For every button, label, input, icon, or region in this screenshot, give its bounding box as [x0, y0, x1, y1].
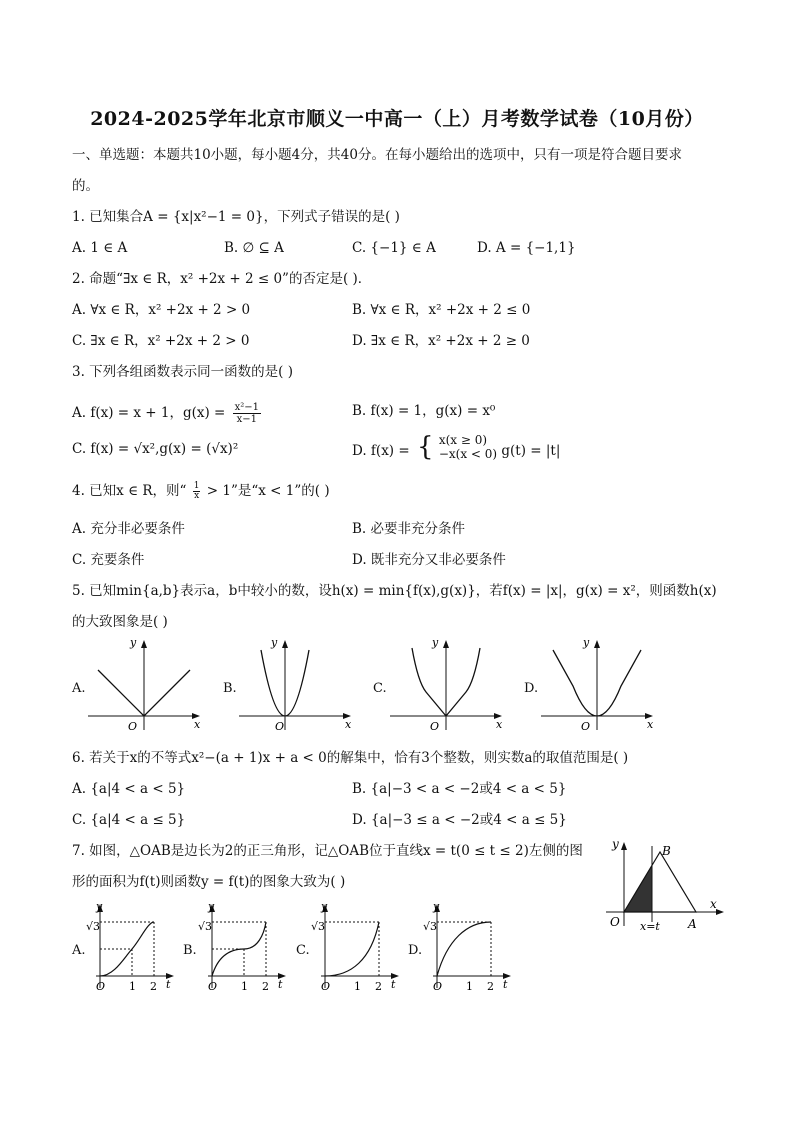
q3-option-b: B. f(x) = 1，g(x) = x⁰ [352, 403, 496, 419]
q5-label-c: C. [373, 681, 387, 696]
q3-piecewise [439, 433, 497, 461]
q5-d-axis-y: y [583, 636, 590, 649]
q7-b-tick-1: 1 [241, 980, 248, 993]
q7-graph-d [423, 900, 519, 994]
q4-option-a: A. 充分非必要条件 [72, 521, 185, 537]
q1-option-d: D. A = {−1,1} [477, 240, 576, 256]
q5-label-d: D. [524, 681, 539, 696]
q1-option-a: A. 1 ∈ A [72, 240, 128, 256]
q7-a-axis-t: t [166, 978, 171, 991]
q4-fraction [193, 482, 201, 501]
q7-a-tick-1: 1 [129, 980, 136, 993]
q5-d-axis-x: x [647, 718, 654, 731]
q4-stem [72, 482, 330, 501]
q7-d-origin: O [433, 980, 443, 993]
q5-a-axis-y: y [130, 636, 137, 649]
q4-option-c: C. 充要条件 [72, 552, 145, 568]
q7-d-axis-y: y [433, 900, 440, 913]
q7-a-origin: O [96, 980, 106, 993]
q2-option-a: A. ∀x ∈ R，x² +2x + 2 > 0 [72, 302, 251, 318]
q3-option-a [72, 402, 261, 425]
q7-c-sqrt3: √3 [311, 920, 326, 933]
q7-label-d: D. [408, 943, 423, 958]
q2-option-b: B. ∀x ∈ R，x² +2x + 2 ≤ 0 [352, 302, 531, 318]
q7-c-origin: O [321, 980, 331, 993]
q2-stem: 2. 命题“∃x ∈ R，x² +2x + 2 ≤ 0”的否定是( )． [72, 271, 372, 287]
q3-stem: 3. 下列各组函数表示同一函数的是( ) [72, 364, 293, 380]
q6-option-a: A. {a|4 < a < 5} [72, 781, 186, 797]
q7-b-tick-2: 2 [262, 980, 269, 993]
q4-option-d: D. 既非充分又非必要条件 [352, 552, 506, 568]
q5-a-origin: O [128, 720, 138, 732]
q5-c-axis-x: x [496, 718, 503, 731]
q7-c-axis-y: y [321, 900, 328, 913]
q3-option-d [352, 432, 560, 462]
q1-stem: 1. 已知集合A = {x|x²−1 = 0}，下列式子错误的是( ) [72, 209, 400, 225]
q5-graph-b [239, 636, 359, 732]
q5-graph-c [390, 636, 510, 732]
q5-b-origin: O [275, 720, 285, 732]
q5-label-a: A. [72, 681, 86, 696]
q3-fraction-numerator: x²−1 [234, 402, 260, 413]
q5-b-axis-y: y [271, 636, 278, 649]
q3-fraction-denominator: x−1 [236, 414, 258, 425]
q2-option-c: C. ∃x ∈ R，x² +2x + 2 > 0 [72, 333, 250, 349]
q3-option-a-fraction [233, 402, 261, 425]
q7-graph-b [198, 900, 294, 994]
q4-fraction-denominator: x [194, 491, 200, 501]
q1-option-c: C. {−1} ∈ A [352, 240, 436, 256]
q7-fig-axis-x: x [710, 897, 717, 911]
q7-fig-point-a: A [688, 917, 697, 931]
q3-brace: { [416, 432, 434, 462]
q7-fig-origin: O [610, 915, 620, 929]
q4-fraction-numerator: 1 [193, 481, 200, 491]
q5-a-axis-x: x [194, 718, 201, 731]
q4-option-b: B. 必要非充分条件 [352, 521, 466, 537]
q7-fig-line-label: x=t [640, 920, 660, 933]
section-instructions-line1: 一、单选题：本题共10小题，每小题4分，共40分。在每小题给出的选项中，只有一项是符合题目要求 [72, 147, 682, 163]
page-title: 2024-2025学年北京市顺义一中高一（上）月考数学试卷（10月份） [90, 108, 704, 130]
q7-d-axis-t: t [503, 978, 508, 991]
q7-triangle-figure [600, 836, 730, 936]
section-instructions-line2: 的。 [72, 178, 99, 194]
q7-fig-axis-y: y [612, 837, 619, 851]
q3-option-d-tail: g(t) = |t| [501, 443, 561, 459]
q7-b-axis-y: y [208, 900, 215, 913]
q7-graph-a [86, 900, 182, 994]
q3-piece-bottom: −x(x < 0) [438, 447, 498, 461]
q4-stem-tail: > 1”是“x < 1”的( ) [206, 483, 330, 499]
q5-c-origin: O [430, 720, 440, 732]
q6-option-d: D. {a|−3 ≤ a < −2或4 < a ≤ 5} [352, 812, 567, 828]
q2-option-d: D. ∃x ∈ R，x² +2x + 2 ≥ 0 [352, 333, 530, 349]
q7-c-tick-2: 2 [375, 980, 382, 993]
q7-graph-c [311, 900, 407, 994]
q7-a-sqrt3: √3 [86, 920, 101, 933]
q7-label-b: B. [183, 943, 197, 958]
q7-label-a: A. [72, 943, 86, 958]
q5-stem-line2: 的大致图象是( ) [72, 614, 168, 630]
q5-label-b: B. [223, 681, 237, 696]
q1-option-b: B. ∅ ⊆ A [224, 240, 284, 256]
q5-graph-d [541, 636, 661, 732]
q3-piece-top: x(x ≥ 0) [438, 433, 488, 447]
q5-stem-line1: 5. 已知min{a,b}表示a，b中较小的数，设h(x) = min{f(x),g(x)}，若f(x) = |x|，g(x) = x²，则函数h(x) [72, 583, 717, 599]
q5-c-axis-y: y [432, 636, 439, 649]
q6-option-b: B. {a|−3 < a < −2或4 < a < 5} [352, 781, 567, 797]
q7-b-axis-t: t [278, 978, 283, 991]
q7-fig-point-b: B [662, 844, 671, 858]
q7-d-sqrt3: √3 [423, 920, 438, 933]
q7-a-tick-2: 2 [150, 980, 157, 993]
q7-c-tick-1: 1 [354, 980, 361, 993]
q7-d-tick-1: 1 [466, 980, 473, 993]
q3-option-c: C. f(x) = √x²,g(x) = (√x)² [72, 441, 239, 457]
q7-b-sqrt3: √3 [198, 920, 213, 933]
q5-graph-a [88, 636, 208, 732]
q7-a-axis-y: y [96, 900, 103, 913]
q7-c-axis-t: t [391, 978, 396, 991]
q5-d-origin: O [581, 720, 591, 732]
q7-stem-line1: 7. 如图，△OAB是边长为2的正三角形，记△OAB位于直线x = t(0 ≤ t ≤ 2)左侧的图 [72, 843, 583, 859]
q7-d-tick-2: 2 [487, 980, 494, 993]
q5-b-axis-x: x [345, 718, 352, 731]
q6-option-c: C. {a|4 < a ≤ 5} [72, 812, 186, 828]
q3-option-d-lead: D. f(x) = [352, 443, 410, 459]
q4-stem-lead: 4. 已知x ∈ R，则“ [72, 483, 187, 499]
q3-option-a-text: A. f(x) = x + 1，g(x) = [72, 405, 226, 421]
q7-b-origin: O [208, 980, 218, 993]
q6-stem: 6. 若关于x的不等式x²−(a + 1)x + a < 0的解集中，恰有3个整数，则实数a的取值范围是( ) [72, 750, 629, 766]
q7-label-c: C. [296, 943, 310, 958]
q7-stem-line2: 形的面积为f(t)则函数y = f(t)的图象大致为( ) [72, 874, 346, 890]
